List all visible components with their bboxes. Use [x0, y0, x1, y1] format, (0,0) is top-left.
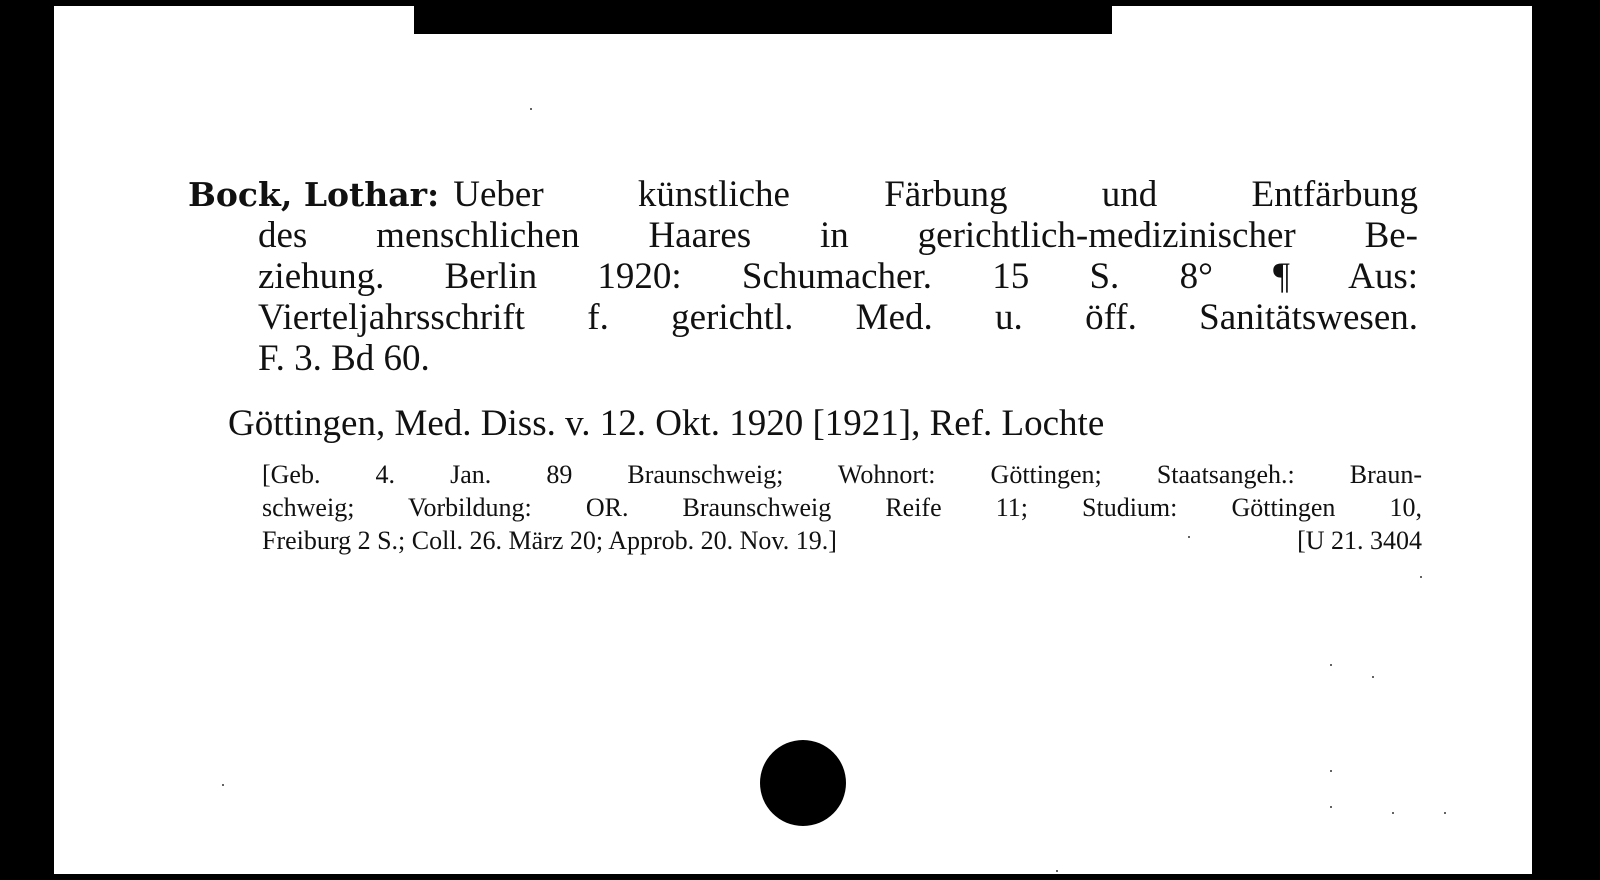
author-name: Bock, Lothar: [188, 175, 440, 214]
speck [1392, 812, 1394, 814]
speck [1330, 770, 1332, 772]
speck [1330, 806, 1332, 808]
bio-line-3 [262, 524, 1422, 557]
punch-hole [760, 740, 846, 826]
speck [1444, 812, 1446, 814]
title-line-2: des menschlichen Haares in gerichtlich-medizinischer Be- [258, 215, 1418, 256]
speck [1420, 576, 1422, 578]
title-line-4: Vierteljahrsschrift f. gerichtl. Med. u. öff. Sanitätswesen. [258, 297, 1418, 338]
bibliographic-title-block [188, 174, 1418, 379]
speck [1188, 536, 1190, 538]
biographical-notes [262, 458, 1422, 557]
card-edge [54, 6, 414, 34]
card-edge [1112, 6, 1532, 34]
speck [1056, 870, 1058, 872]
dissertation-line: Göttingen, Med. Diss. v. 12. Okt. 1920 [1921], Ref. Lochte [228, 403, 1105, 444]
title-line-1 [188, 174, 1418, 215]
title-line-5: F. 3. Bd 60. [258, 338, 430, 379]
title-line-3: ziehung. Berlin 1920: Schumacher. 15 S. 8° ¶ Aus: [258, 256, 1418, 297]
bio-line-3-text: Freiburg 2 S.; Coll. 26. März 20; Approb. 20. Nov. 19.] [262, 526, 837, 555]
speck [530, 108, 532, 110]
speck [1372, 676, 1374, 678]
speck [1330, 664, 1332, 666]
catalog-number: [U 21. 3404 [1297, 526, 1422, 555]
title-text: Ueber künstliche Färbung und Entfärbung [453, 174, 1418, 215]
speck [222, 784, 224, 786]
bio-line-1: [Geb. 4. Jan. 89 Braunschweig; Wohnort: Göttingen; Staatsangeh.: Braun- [262, 460, 1422, 489]
bio-line-2: schweig; Vorbildung: OR. Braunschweig Reife 11; Studium: Göttingen 10, [262, 493, 1422, 522]
